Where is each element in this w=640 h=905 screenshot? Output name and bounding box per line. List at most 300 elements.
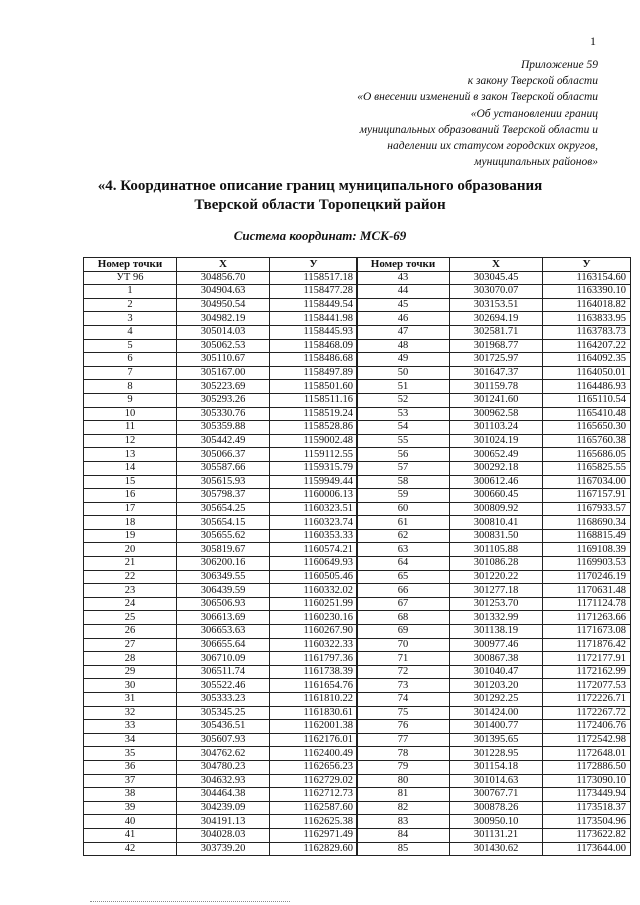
table-row xyxy=(84,380,358,394)
point-number-cell: 72 xyxy=(357,665,450,679)
x-coordinate-cell: 300831.50 xyxy=(450,529,543,543)
table-row xyxy=(357,597,631,611)
point-number-cell: 4 xyxy=(84,325,177,339)
x-coordinate-cell: 300950.10 xyxy=(450,815,543,829)
y-coordinate-cell: 1158511.16 xyxy=(270,393,358,407)
y-coordinate-cell: 1171673.08 xyxy=(543,625,631,639)
header-line: «Об установлении границ xyxy=(470,107,598,120)
x-coordinate-cell: 301277.18 xyxy=(450,584,543,598)
y-coordinate-cell: 1163154.60 xyxy=(543,271,631,285)
point-number-cell: 7 xyxy=(84,366,177,380)
x-coordinate-cell: 301220.22 xyxy=(450,570,543,584)
table-row xyxy=(357,584,631,598)
table-header-row xyxy=(84,258,358,272)
y-coordinate-cell: 1159949.44 xyxy=(270,475,358,489)
coordinate-system-label: Система координат: МСК-69 xyxy=(233,228,407,243)
x-coordinate-cell: 301024.19 xyxy=(450,434,543,448)
point-number-cell: 58 xyxy=(357,475,450,489)
table-row xyxy=(357,434,631,448)
x-coordinate-cell: 301154.18 xyxy=(450,760,543,774)
table-row xyxy=(357,339,631,353)
point-number-cell: 78 xyxy=(357,747,450,761)
x-coordinate-cell: 305655.62 xyxy=(177,529,270,543)
y-coordinate-cell: 1158445.93 xyxy=(270,325,358,339)
header-line: Приложение 59 xyxy=(520,59,598,71)
y-coordinate-cell: 1171263.66 xyxy=(543,611,631,625)
y-coordinate-cell: 1160505.46 xyxy=(270,570,358,584)
point-number-cell: 22 xyxy=(84,570,177,584)
table-body-left xyxy=(84,271,358,856)
table-row xyxy=(357,325,631,339)
table-row xyxy=(84,461,358,475)
table-row xyxy=(357,271,631,285)
y-coordinate-cell: 1162729.02 xyxy=(270,774,358,788)
x-coordinate-cell: 306439.59 xyxy=(177,584,270,598)
y-coordinate-cell: 1172077.53 xyxy=(543,679,631,693)
y-coordinate-cell: 1173504.96 xyxy=(543,815,631,829)
point-number-cell: 29 xyxy=(84,665,177,679)
table-row xyxy=(357,298,631,312)
table-row xyxy=(84,448,358,462)
y-coordinate-cell: 1162656.23 xyxy=(270,760,358,774)
header-line: «О внесении изменений в закон Тверской области xyxy=(357,91,598,104)
x-coordinate-cell: 300977.46 xyxy=(450,638,543,652)
point-number-cell: 27 xyxy=(84,638,177,652)
x-coordinate-cell: 306506.93 xyxy=(177,597,270,611)
table-row xyxy=(84,312,358,326)
x-coordinate-cell: 305654.15 xyxy=(177,516,270,530)
table-row xyxy=(357,489,631,503)
table-row xyxy=(84,652,358,666)
table-row xyxy=(84,774,358,788)
table-row xyxy=(357,693,631,707)
table-row xyxy=(84,434,358,448)
table-row xyxy=(84,353,358,367)
point-number-cell: 44 xyxy=(357,285,450,299)
table-row xyxy=(84,638,358,652)
x-coordinate-cell: 304780.23 xyxy=(177,760,270,774)
table-row xyxy=(84,421,358,435)
x-coordinate-cell: 301647.37 xyxy=(450,366,543,380)
x-coordinate-cell: 305167.00 xyxy=(177,366,270,380)
point-number-cell: 32 xyxy=(84,706,177,720)
point-number-cell: 56 xyxy=(357,448,450,462)
y-coordinate-cell: 1163390.10 xyxy=(543,285,631,299)
table-row xyxy=(84,570,358,584)
x-coordinate-cell: 304982.19 xyxy=(177,312,270,326)
table-row xyxy=(84,597,358,611)
table-row xyxy=(84,611,358,625)
table-row xyxy=(84,516,358,530)
y-coordinate-cell: 1168815.49 xyxy=(543,529,631,543)
x-coordinate-cell: 305522.46 xyxy=(177,679,270,693)
x-coordinate-cell: 300962.58 xyxy=(450,407,543,421)
table-row xyxy=(357,788,631,802)
point-number-cell: 80 xyxy=(357,774,450,788)
x-coordinate-cell: 305607.93 xyxy=(177,733,270,747)
table-row xyxy=(357,638,631,652)
x-coordinate-cell: 301400.77 xyxy=(450,720,543,734)
x-coordinate-cell: 302694.19 xyxy=(450,312,543,326)
x-coordinate-cell: 300652.49 xyxy=(450,448,543,462)
table-row xyxy=(84,529,358,543)
x-coordinate-cell: 301138.19 xyxy=(450,625,543,639)
point-number-cell: 17 xyxy=(84,502,177,516)
point-number-cell: 52 xyxy=(357,393,450,407)
y-coordinate-cell: 1172406.76 xyxy=(543,720,631,734)
x-coordinate-cell: 300660.45 xyxy=(450,489,543,503)
table-row xyxy=(357,720,631,734)
header-line: муниципальных районов» xyxy=(474,156,598,169)
column-header-point: Номер точки xyxy=(357,258,450,272)
y-coordinate-cell: 1162587.60 xyxy=(270,801,358,815)
x-coordinate-cell: 301424.00 xyxy=(450,706,543,720)
y-coordinate-cell: 1159315.79 xyxy=(270,461,358,475)
x-coordinate-cell: 301105.88 xyxy=(450,543,543,557)
table-row xyxy=(84,747,358,761)
y-coordinate-cell: 1164092.35 xyxy=(543,353,631,367)
y-coordinate-cell: 1158519.24 xyxy=(270,407,358,421)
y-coordinate-cell: 1165760.38 xyxy=(543,434,631,448)
y-coordinate-cell: 1169903.53 xyxy=(543,557,631,571)
y-coordinate-cell: 1173518.37 xyxy=(543,801,631,815)
x-coordinate-cell: 305345.25 xyxy=(177,706,270,720)
y-coordinate-cell: 1158441.98 xyxy=(270,312,358,326)
table-row xyxy=(84,584,358,598)
x-coordinate-cell: 305293.26 xyxy=(177,393,270,407)
point-number-cell: 85 xyxy=(357,842,450,856)
column-header-x: X xyxy=(450,258,543,272)
table-row xyxy=(84,271,358,285)
point-number-cell: 30 xyxy=(84,679,177,693)
point-number-cell: 57 xyxy=(357,461,450,475)
point-number-cell: 1 xyxy=(84,285,177,299)
table-row xyxy=(84,407,358,421)
point-number-cell: 38 xyxy=(84,788,177,802)
y-coordinate-cell: 1162625.38 xyxy=(270,815,358,829)
point-number-cell: 65 xyxy=(357,570,450,584)
y-coordinate-cell: 1158486.68 xyxy=(270,353,358,367)
x-coordinate-cell: 301228.95 xyxy=(450,747,543,761)
table-row xyxy=(357,842,631,856)
header-line: муниципальных образований Тверской области и xyxy=(359,123,598,136)
table-row xyxy=(357,502,631,516)
y-coordinate-cell: 1158517.18 xyxy=(270,271,358,285)
y-coordinate-cell: 1158528.86 xyxy=(270,421,358,435)
table-row xyxy=(84,842,358,856)
x-coordinate-cell: 305442.49 xyxy=(177,434,270,448)
x-coordinate-cell: 305819.67 xyxy=(177,543,270,557)
x-coordinate-cell: 304028.03 xyxy=(177,828,270,842)
table-row xyxy=(357,529,631,543)
table-row xyxy=(357,570,631,584)
table-row xyxy=(84,325,358,339)
point-number-cell: 84 xyxy=(357,828,450,842)
point-number-cell: 51 xyxy=(357,380,450,394)
table-row xyxy=(84,366,358,380)
table-row xyxy=(84,339,358,353)
point-number-cell: 26 xyxy=(84,625,177,639)
table-row xyxy=(84,298,358,312)
y-coordinate-cell: 1161654.76 xyxy=(270,679,358,693)
point-number-cell: 82 xyxy=(357,801,450,815)
x-coordinate-cell: 305359.88 xyxy=(177,421,270,435)
point-number-cell: 9 xyxy=(84,393,177,407)
point-number-cell: 3 xyxy=(84,312,177,326)
y-coordinate-cell: 1162001.38 xyxy=(270,720,358,734)
y-coordinate-cell: 1172162.99 xyxy=(543,665,631,679)
point-number-cell: 36 xyxy=(84,760,177,774)
x-coordinate-cell: 305436.51 xyxy=(177,720,270,734)
point-number-cell: 63 xyxy=(357,543,450,557)
point-number-cell: 54 xyxy=(357,421,450,435)
y-coordinate-cell: 1158449.54 xyxy=(270,298,358,312)
point-number-cell: 47 xyxy=(357,325,450,339)
point-number-cell: 62 xyxy=(357,529,450,543)
point-number-cell: 20 xyxy=(84,543,177,557)
point-number-cell: 81 xyxy=(357,788,450,802)
y-coordinate-cell: 1173644.00 xyxy=(543,842,631,856)
point-number-cell: 68 xyxy=(357,611,450,625)
y-coordinate-cell: 1160353.33 xyxy=(270,529,358,543)
x-coordinate-cell: 305798.37 xyxy=(177,489,270,503)
point-number-cell: 61 xyxy=(357,516,450,530)
table-row xyxy=(357,706,631,720)
point-number-cell: 37 xyxy=(84,774,177,788)
x-coordinate-cell: 305654.25 xyxy=(177,502,270,516)
y-coordinate-cell: 1161830.61 xyxy=(270,706,358,720)
table-row xyxy=(84,393,358,407)
point-number-cell: 35 xyxy=(84,747,177,761)
point-number-cell: 53 xyxy=(357,407,450,421)
table-row xyxy=(84,625,358,639)
y-coordinate-cell: 1165410.48 xyxy=(543,407,631,421)
table-header-row xyxy=(357,258,631,272)
point-number-cell: 75 xyxy=(357,706,450,720)
x-coordinate-cell: 300878.26 xyxy=(450,801,543,815)
x-coordinate-cell: 304239.09 xyxy=(177,801,270,815)
x-coordinate-cell: 305014.03 xyxy=(177,325,270,339)
document-title xyxy=(0,177,640,215)
y-coordinate-cell: 1172177.91 xyxy=(543,652,631,666)
x-coordinate-cell: 301086.28 xyxy=(450,557,543,571)
table-row xyxy=(84,828,358,842)
table-row xyxy=(84,760,358,774)
table-row xyxy=(357,407,631,421)
point-number-cell: УТ 96 xyxy=(84,271,177,285)
x-coordinate-cell: 304904.63 xyxy=(177,285,270,299)
appendix-header xyxy=(357,57,598,170)
point-number-cell: 13 xyxy=(84,448,177,462)
point-number-cell: 67 xyxy=(357,597,450,611)
y-coordinate-cell: 1162712.73 xyxy=(270,788,358,802)
point-number-cell: 34 xyxy=(84,733,177,747)
table-row xyxy=(84,706,358,720)
table-row xyxy=(357,625,631,639)
y-coordinate-cell: 1160322.33 xyxy=(270,638,358,652)
table-row xyxy=(357,679,631,693)
y-coordinate-cell: 1170631.48 xyxy=(543,584,631,598)
table-row xyxy=(357,393,631,407)
point-number-cell: 24 xyxy=(84,597,177,611)
y-coordinate-cell: 1172542.98 xyxy=(543,733,631,747)
table-row xyxy=(357,557,631,571)
y-coordinate-cell: 1173622.82 xyxy=(543,828,631,842)
x-coordinate-cell: 301253.70 xyxy=(450,597,543,611)
coordinates-table-left xyxy=(83,257,358,856)
x-coordinate-cell: 306613.69 xyxy=(177,611,270,625)
x-coordinate-cell: 301131.21 xyxy=(450,828,543,842)
x-coordinate-cell: 300767.71 xyxy=(450,788,543,802)
y-coordinate-cell: 1164018.82 xyxy=(543,298,631,312)
table-row xyxy=(357,366,631,380)
x-coordinate-cell: 306511.74 xyxy=(177,665,270,679)
x-coordinate-cell: 305062.53 xyxy=(177,339,270,353)
point-number-cell: 74 xyxy=(357,693,450,707)
point-number-cell: 31 xyxy=(84,693,177,707)
x-coordinate-cell: 304856.70 xyxy=(177,271,270,285)
x-coordinate-cell: 301014.63 xyxy=(450,774,543,788)
x-coordinate-cell: 306349.55 xyxy=(177,570,270,584)
table-row xyxy=(84,475,358,489)
table-row xyxy=(357,421,631,435)
page-number: 1 xyxy=(590,34,596,48)
x-coordinate-cell: 301040.47 xyxy=(450,665,543,679)
table-row xyxy=(357,774,631,788)
point-number-cell: 21 xyxy=(84,557,177,571)
table-row xyxy=(357,543,631,557)
x-coordinate-cell: 301103.24 xyxy=(450,421,543,435)
y-coordinate-cell: 1173090.10 xyxy=(543,774,631,788)
y-coordinate-cell: 1167034.00 xyxy=(543,475,631,489)
table-row xyxy=(357,652,631,666)
table-row xyxy=(357,733,631,747)
y-coordinate-cell: 1160267.90 xyxy=(270,625,358,639)
table-row xyxy=(357,285,631,299)
x-coordinate-cell: 301241.60 xyxy=(450,393,543,407)
header-line: к закону Тверской области xyxy=(467,75,598,88)
point-number-cell: 79 xyxy=(357,760,450,774)
header-line: наделении их статусом городских округов, xyxy=(387,140,598,153)
y-coordinate-cell: 1161738.39 xyxy=(270,665,358,679)
y-coordinate-cell: 1158501.60 xyxy=(270,380,358,394)
x-coordinate-cell: 305333.23 xyxy=(177,693,270,707)
y-coordinate-cell: 1165825.55 xyxy=(543,461,631,475)
x-coordinate-cell: 300810.41 xyxy=(450,516,543,530)
point-number-cell: 8 xyxy=(84,380,177,394)
x-coordinate-cell: 304632.93 xyxy=(177,774,270,788)
point-number-cell: 43 xyxy=(357,271,450,285)
y-coordinate-cell: 1160251.99 xyxy=(270,597,358,611)
y-coordinate-cell: 1167157.91 xyxy=(543,489,631,503)
x-coordinate-cell: 301430.62 xyxy=(450,842,543,856)
table-row xyxy=(84,679,358,693)
y-coordinate-cell: 1162400.49 xyxy=(270,747,358,761)
point-number-cell: 83 xyxy=(357,815,450,829)
y-coordinate-cell: 1170246.19 xyxy=(543,570,631,584)
x-coordinate-cell: 301203.20 xyxy=(450,679,543,693)
y-coordinate-cell: 1160574.21 xyxy=(270,543,358,557)
x-coordinate-cell: 300612.46 xyxy=(450,475,543,489)
point-number-cell: 2 xyxy=(84,298,177,312)
point-number-cell: 50 xyxy=(357,366,450,380)
y-coordinate-cell: 1173449.94 xyxy=(543,788,631,802)
x-coordinate-cell: 305223.69 xyxy=(177,380,270,394)
point-number-cell: 77 xyxy=(357,733,450,747)
table-row xyxy=(84,693,358,707)
x-coordinate-cell: 303739.20 xyxy=(177,842,270,856)
y-coordinate-cell: 1171124.78 xyxy=(543,597,631,611)
y-coordinate-cell: 1164207.22 xyxy=(543,339,631,353)
point-number-cell: 46 xyxy=(357,312,450,326)
x-coordinate-cell: 306710.09 xyxy=(177,652,270,666)
point-number-cell: 12 xyxy=(84,434,177,448)
table-row xyxy=(357,353,631,367)
y-coordinate-cell: 1165110.54 xyxy=(543,393,631,407)
x-coordinate-cell: 301968.77 xyxy=(450,339,543,353)
x-coordinate-cell: 301395.65 xyxy=(450,733,543,747)
x-coordinate-cell: 303045.45 xyxy=(450,271,543,285)
point-number-cell: 15 xyxy=(84,475,177,489)
point-number-cell: 76 xyxy=(357,720,450,734)
table-row xyxy=(84,489,358,503)
column-header-y: У xyxy=(270,258,358,272)
y-coordinate-cell: 1172267.72 xyxy=(543,706,631,720)
point-number-cell: 39 xyxy=(84,801,177,815)
y-coordinate-cell: 1162829.60 xyxy=(270,842,358,856)
point-number-cell: 16 xyxy=(84,489,177,503)
point-number-cell: 73 xyxy=(357,679,450,693)
x-coordinate-cell: 301725.97 xyxy=(450,353,543,367)
x-coordinate-cell: 303070.07 xyxy=(450,285,543,299)
y-coordinate-cell: 1165650.30 xyxy=(543,421,631,435)
point-number-cell: 28 xyxy=(84,652,177,666)
x-coordinate-cell: 305587.66 xyxy=(177,461,270,475)
y-coordinate-cell: 1169108.39 xyxy=(543,543,631,557)
y-coordinate-cell: 1165686.05 xyxy=(543,448,631,462)
y-coordinate-cell: 1163833.95 xyxy=(543,312,631,326)
point-number-cell: 60 xyxy=(357,502,450,516)
x-coordinate-cell: 304464.38 xyxy=(177,788,270,802)
x-coordinate-cell: 301332.99 xyxy=(450,611,543,625)
title-line: «4. Координатное описание границ муниципального образования xyxy=(97,178,543,194)
coordinates-table-right xyxy=(356,257,631,856)
table-row xyxy=(357,801,631,815)
y-coordinate-cell: 1172226.71 xyxy=(543,693,631,707)
y-coordinate-cell: 1171876.42 xyxy=(543,638,631,652)
y-coordinate-cell: 1172886.50 xyxy=(543,760,631,774)
x-coordinate-cell: 301292.25 xyxy=(450,693,543,707)
x-coordinate-cell: 305615.93 xyxy=(177,475,270,489)
y-coordinate-cell: 1159002.48 xyxy=(270,434,358,448)
y-coordinate-cell: 1161797.36 xyxy=(270,652,358,666)
point-number-cell: 11 xyxy=(84,421,177,435)
x-coordinate-cell: 300292.18 xyxy=(450,461,543,475)
x-coordinate-cell: 306655.64 xyxy=(177,638,270,652)
point-number-cell: 64 xyxy=(357,557,450,571)
point-number-cell: 42 xyxy=(84,842,177,856)
y-coordinate-cell: 1164050.01 xyxy=(543,366,631,380)
y-coordinate-cell: 1163783.73 xyxy=(543,325,631,339)
y-coordinate-cell: 1160332.02 xyxy=(270,584,358,598)
point-number-cell: 41 xyxy=(84,828,177,842)
point-number-cell: 70 xyxy=(357,638,450,652)
y-coordinate-cell: 1160230.16 xyxy=(270,611,358,625)
table-row xyxy=(84,801,358,815)
x-coordinate-cell: 306653.63 xyxy=(177,625,270,639)
y-coordinate-cell: 1168690.34 xyxy=(543,516,631,530)
x-coordinate-cell: 304950.54 xyxy=(177,298,270,312)
